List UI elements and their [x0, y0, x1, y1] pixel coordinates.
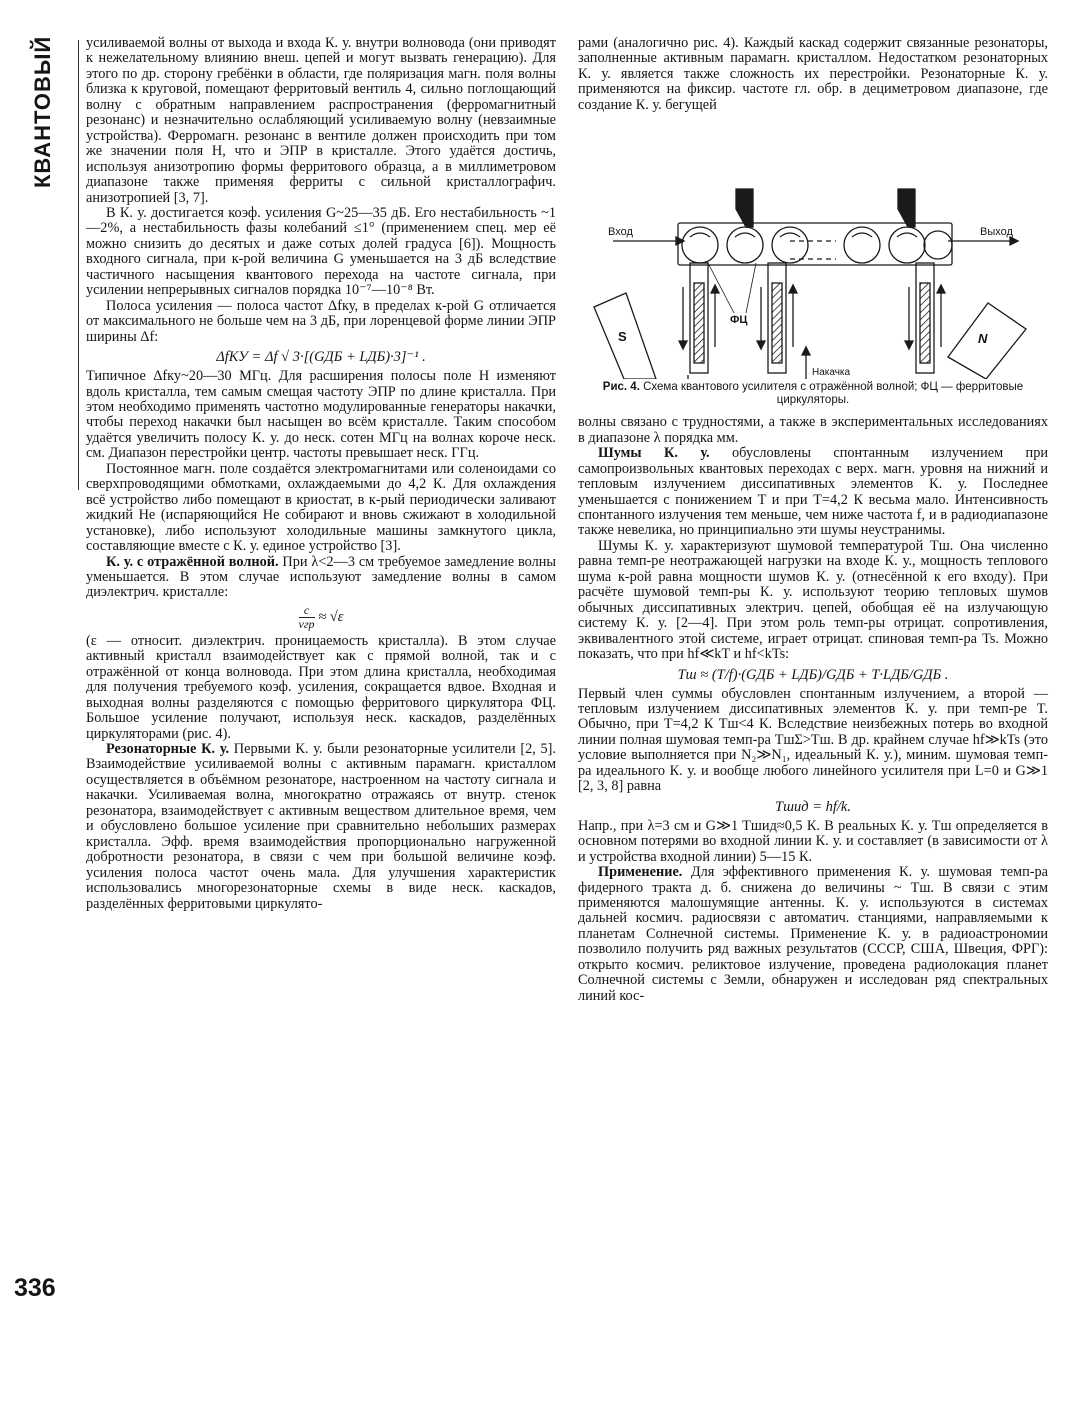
- left-paragraph-4: Типичное Δfку~20—30 МГц. Для расширения полосы поле H изменяют вдоль кристалла, тем самым смещая частоту ЭПР по длине кристалла. При этом необходимо применять частотно модулированные генераторы накачки, чтобы переход накачки был насыщен во всём кристалле. Таким способом удаётся увеличить полосу К. у. до неск. сотен МГц на волнах короче неск. см. Диапазон перестройки центр. частоты превышает неск. ГГц.: [86, 368, 556, 462]
- label-output: Выход: [980, 226, 1013, 239]
- right-paragraph-1: рами (аналогично рис. 4). Каждый каскад содержит связанные резонаторы, заполненные активным парамагн. кристаллом. Недостатком резонаторных К. у. является также сложность их перестройки. Резонаторные К. у. применяются на фиксир. частоте гл. обр. в дециметровом диапазоне, где создание К. у. бегущей: [578, 35, 1048, 113]
- page-number: 336: [14, 1274, 56, 1302]
- label-magnet-n: N: [978, 331, 988, 347]
- termination-2: [898, 189, 915, 227]
- fraction-numerator: c: [299, 604, 315, 618]
- section-heading-noise: Шумы К. у.: [598, 445, 710, 462]
- right-paragraph-7: Для эффективного применения К. у. шумовая темп-ра фидерного тракта д. б. снижена до величины ~ Tш. В связи с этим применяются малошумящие антенны. К. у. используются в системах дальней космич. радиосвязи с автоматич. станциями, направляемыми к планетам Солнечной системы. Применение К. у. в радиоастрономии позволило получить ряд важных результатов (СССР, США, Швеция, ФРГ): открыто космич. реликтовое излучение, проведена радиолокация планет Солнечной системы с Земли, обнаружен и исследован ряд спектральных линий кос-: [578, 864, 1048, 1004]
- slowdown-fraction: [299, 604, 315, 631]
- left-paragraph-6: При λ<2—3 см требуемое замедление волны уменьшается. В этом случае используют замедление волны в самом диэлектрич. кристалле:: [86, 553, 556, 601]
- crystal-2: [772, 283, 782, 363]
- right-paragraph-4: Шумы К. у. характеризуют шумовой температурой Tш. Она численно равна темп-ре неотражающей нагрузки на входе К. у., мощность теплового шума к-рой равна мощности шумов К. у. (отнесённой к его входу). При расчёте шумовой темп-ры К. у. используют теорию тепловых шумов обычных диссипативных электрич. цепей, обобщая её на излучающую систему К. у. [2—4]. При этом роль темп-ры отрицат. сопротивления, эквивалентного этой системе, играет отрицат. спиновая темп-ра Ts. Можно показать, что при hf≪kT и hf<kTs:: [578, 537, 1048, 663]
- fc-leader-2: [746, 263, 756, 313]
- slowdown-formula-rest: ≈ √ε: [318, 608, 344, 625]
- section-heading-resonator: Резонаторные К. у.: [106, 741, 230, 758]
- figure-4-amplifier-schematic: [578, 117, 1048, 379]
- section-heading-application: Применение.: [598, 864, 683, 881]
- pump-arrow: [802, 347, 810, 355]
- side-running-title: [22, 30, 62, 190]
- right-paragraph-5: Первый член суммы обусловлен спонтанным излучением, а второй — тепловым излучением диссипативных элементов К. у. при темп-ре T. Обычно, при T=4,2 К Tш<4 К. Вследствие неизбежных потерь во входной линии полная шумовая темп-ра TшΣ>Tш. В др. крайнем случае hf≫kTs (это условие выполняется при N₂≫N₁, идеальный К. у.), миним. шумовая темп-ра идеального К. у. и вообще любого линейного усилителя при L=0 и G≫1 [2, 3, 8] равна: [578, 685, 1048, 795]
- circulator-housing: [678, 223, 952, 265]
- fraction-denominator: vгр: [298, 616, 315, 631]
- circulator-arc-3: [780, 233, 800, 237]
- noise-temperature-formula: Tш ≈ (T/f)·(GДБ + LДБ)/GДБ + T·LДБ/GДБ .: [677, 666, 949, 683]
- left-paragraph-8: Первыми К. у. были резонаторные усилители [2, 5]. Взаимодействие усиливаемой волны с активным парамагн. кристаллом осуществляется в объёмном резонаторе, настроенном на частоту сигнала и накачки. Усиливаемая волна, многократно отражаясь от внутр. стенок резонатора, взаимодействует с активным веществом длительное время, чем и обусловлено большое усиление при сравнительно небольших размерах кристалла. Эфф. время взаимодействия пропорционально нагруженной добротности резонатора, в связи с чем при большой величине коэф. усиления полоса частот очень мала. Для улучшения характеристик использовались многорезонаторные схемы в виде неск. каскадов, разделённых ферритовыми циркулято-: [86, 741, 557, 912]
- left-paragraph-1: усиливаемой волны от выхода и входа К. у. внутри волновода (они приводят к нежелательному влиянию внеш. цепей и могут вызвать генерацию). Для этого по др. сторону гребёнки в области, где поляризация магн. поля волны близка к круговой, помещают ферритовый вентиль 4, сильно поглощающий волну с обратным направлением распространения (ферромагнитный резонанс) и незначительно ослабляющий усиливаемую волну (невзаимные устройства). Ферромагн. резонанс в вентиле должен происходить при том же значении поля H, что и ЭПР в кристалле. Этого удаётся достичь, используя анизотропию формы ферритового образца, а в миллиметровом диапазоне также применяя ферриты с сильной кристаллографич. анизотропией [3, 7].: [86, 35, 556, 206]
- right-paragraph-2: волны связано с трудностями, а также в экспериментальных исследованиях в диапазоне λ порядка мм.: [578, 414, 1048, 446]
- right-column: [578, 36, 1048, 1004]
- termination-1: [736, 189, 753, 227]
- circulator-arc-1: [690, 233, 710, 237]
- right-paragraph-3: обусловлены спонтанным излучением при самопроизвольных квантовых переходах с верх. магн. уровня на нижний и тепловым излучением диссипативных элементов К. у. Последнее уменьшается с понижением T и при T=4,2 К весьма мало. Интенсивность спонтанного излучения тем меньше, чем ниже частота f, и в радиодиапазоне также невелика, но принципиально эти шумы неустранимы.: [578, 445, 1048, 539]
- left-paragraph-5: Постоянное магн. поле создаётся электромагнитами или соленоидами со сверхпроводящими обмотками, охлаждаемыми до 4,2 К. Для охлаждения всё устройство либо помещают в криостат, в к-рый периодически заливают жидкий He (испаряющийся He собирают и вновь сжижают в холодильной установке), либо используют холодильные машины замкнутого цикла, составляющие вместе с К. у. единое устройство [3].: [86, 460, 556, 555]
- side-title-text: КВАНТОВЫЙ: [30, 35, 55, 188]
- left-paragraph-3: Полоса усиления — полоса частот Δfку, в пределах к-рой G отличается от максимального не больше чем на 3 дБ, при лоренцевой форме линии ЭПР ширины Δf:: [86, 297, 556, 345]
- fc-leader-1: [708, 263, 734, 313]
- circulator-arc-5: [897, 233, 917, 237]
- right-paragraph-6: Напр., при λ=3 см и G≫1 Tшид≈0,5 К. В реальных К. у. Tш определяется в основном потерями во входной линии К. у. и составляет (в зависимости от λ и устройства входной линии) 5—15 К.: [578, 817, 1048, 865]
- circulator-6: [924, 231, 952, 259]
- side-rule: [78, 40, 79, 490]
- circulator-arc-2: [735, 233, 755, 237]
- crystal-1: [694, 283, 704, 363]
- caption-number: Рис. 4.: [602, 381, 640, 394]
- left-paragraph-2: В К. у. достигается коэф. усиления G~25—35 дБ. Его нестабильность ~1—2%, а нестабильность фазы колебаний ≤1° (применением спец. мер её можно снизить до десятых и даже сотых долей градуса [6]). Мощность входного сигнала, при к-рой величина G уменьшается на 3 дБ вследствие частичного насыщения квантового перехода на частоте сигнала, при усилении непрерывных сигналов порядка 10⁻⁷—10⁻⁸ Вт.: [86, 204, 556, 299]
- label-pump: Накачка: [812, 367, 851, 379]
- figure-caption: [584, 381, 1042, 407]
- section-heading-reflected-wave: К. у. с отражённой волной.: [106, 553, 279, 570]
- left-paragraph-7: (ε — относит. диэлектрич. проницаемость кристалла). В этом случае активный кристалл взаимодействует как с прямой волной, так и с отражённой от конца волновода. При этом длина кристалла, необходимая для получения требуемого коэф. усиления, сокращается вдвое. Входная и выходная волны разделяются с помощью ферритового циркулятора ФЦ. Большое усиление получают, используя неск. каскадов, разделённых циркуляторами (рис. 4).: [86, 632, 556, 742]
- left-column: [86, 36, 556, 912]
- caption-text: Схема квантового усилителя с отражённой волной; ФЦ — ферритовые циркуляторы.: [643, 381, 1024, 407]
- label-magnet-s: S: [618, 329, 627, 345]
- slowdown-formula: [86, 604, 556, 631]
- label-input: Вход: [608, 226, 633, 239]
- bandwidth-formula: ΔfКУ = Δf √ 3·[(GДБ + LДБ)·3]⁻¹ .: [216, 349, 426, 366]
- label-circulator: ФЦ: [730, 314, 748, 327]
- circulator-arc-4: [852, 233, 872, 237]
- crystal-3: [920, 283, 930, 363]
- ideal-noise-formula: Tшид = hf/k.: [775, 798, 851, 815]
